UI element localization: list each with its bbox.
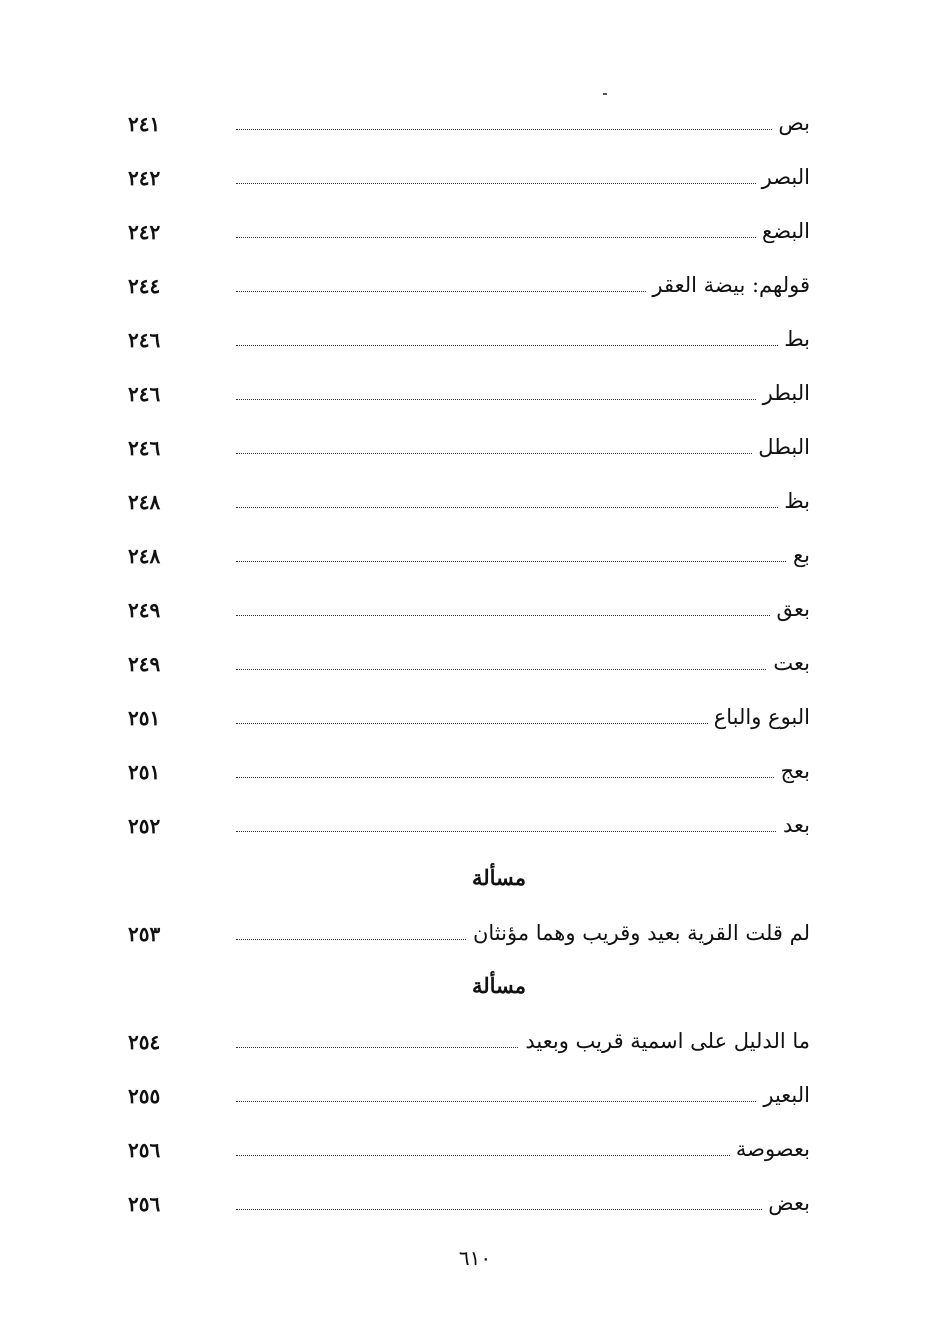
toc-entry: [128, 1062, 810, 1116]
entry-page: ٢٤٨: [128, 544, 161, 568]
toc-entry: [128, 738, 810, 792]
leader-dots: [236, 561, 810, 562]
toc-entry: [128, 1170, 810, 1224]
leader-dots: [236, 453, 810, 454]
entry-title: ما الدليل على اسمية قريب وبعيد: [519, 1031, 810, 1052]
leader-dots: [236, 669, 810, 670]
table-of-contents: [128, 90, 810, 1224]
toc-entry: [128, 684, 810, 738]
entry-page: ٢٤٩: [128, 652, 161, 676]
entry-page: ٢٤٦: [128, 436, 161, 460]
leader-dots: [236, 129, 810, 130]
leader-dots: [236, 507, 810, 508]
section-heading-text: مسألة: [471, 865, 527, 890]
entry-title: البوع والباع: [708, 707, 810, 728]
entry-title: بعصوصة: [730, 1139, 810, 1160]
entry-title: بط: [778, 329, 810, 350]
toc-entry: [128, 414, 810, 468]
entry-page: ٢٥٦: [128, 1192, 161, 1216]
entry-page: ٢٥٦: [128, 1138, 161, 1162]
toc-entry: [128, 90, 810, 144]
toc-entry: [128, 252, 810, 306]
entry-title: بع: [787, 545, 810, 566]
leader-dots: [236, 777, 810, 778]
leader-dots: [236, 345, 810, 346]
entry-title: بعد: [777, 815, 810, 836]
leader-dots: [236, 1155, 810, 1156]
entry-title: لم قلت القرية بعيد وقريب وهما مؤنثان: [467, 923, 810, 944]
leader-dots: [236, 183, 810, 184]
toc-entry: [128, 198, 810, 252]
entry-title: البطل: [752, 437, 810, 458]
section-heading-text: مسألة: [471, 973, 527, 998]
entry-title: قولهم: بيضة العقر: [646, 275, 810, 296]
page-number: ٦١٠: [458, 1246, 492, 1270]
entry-title: بعق: [771, 599, 811, 620]
entry-page: ٢٥١: [128, 760, 161, 784]
entry-title: بص: [772, 113, 810, 134]
toc-entry: [128, 306, 810, 360]
leader-dots: [236, 1209, 810, 1210]
entry-page: ٢٥٢: [128, 814, 161, 838]
entry-page: ٢٥٥: [128, 1084, 161, 1108]
leader-dots: [236, 1101, 810, 1102]
leader-dots: [236, 831, 810, 832]
entry-page: ٢٤٢: [128, 220, 161, 244]
entry-page: ٢٤٤: [128, 274, 161, 298]
section-heading: [128, 954, 810, 1008]
entry-page: ٢٤٨: [128, 490, 161, 514]
toc-entry: [128, 1116, 810, 1170]
entry-page: ٢٤٩: [128, 598, 161, 622]
toc-entry: [128, 792, 810, 846]
toc-entry: [128, 1008, 810, 1062]
section-heading: [128, 846, 810, 900]
leader-dots: [236, 237, 810, 238]
toc-entry: [128, 900, 810, 954]
toc-entry: [128, 630, 810, 684]
leader-dots: [236, 615, 810, 616]
toc-entry: [128, 360, 810, 414]
entry-page: ٢٥٤: [128, 1030, 161, 1054]
entry-page: ٢٥١: [128, 706, 161, 730]
entry-page: ٢٤٢: [128, 166, 161, 190]
entry-page: ٢٤١: [128, 112, 161, 136]
entry-title: بعض: [762, 1193, 810, 1214]
toc-entry: [128, 576, 810, 630]
entry-page: ٢٥٣: [128, 922, 161, 946]
toc-entry: [128, 468, 810, 522]
entry-title: البطر: [757, 383, 810, 404]
entry-title: البضع: [756, 221, 810, 242]
entry-page: ٢٤٦: [128, 328, 161, 352]
entry-page: ٢٤٦: [128, 382, 161, 406]
toc-entry: [128, 144, 810, 198]
entry-title: بظ: [778, 491, 810, 512]
leader-dots: [236, 399, 810, 400]
entry-title: البعير: [757, 1085, 810, 1106]
entry-title: البصر: [756, 167, 810, 188]
entry-title: بعج: [774, 761, 810, 782]
toc-entry: [128, 522, 810, 576]
entry-title: بعت: [767, 653, 810, 674]
